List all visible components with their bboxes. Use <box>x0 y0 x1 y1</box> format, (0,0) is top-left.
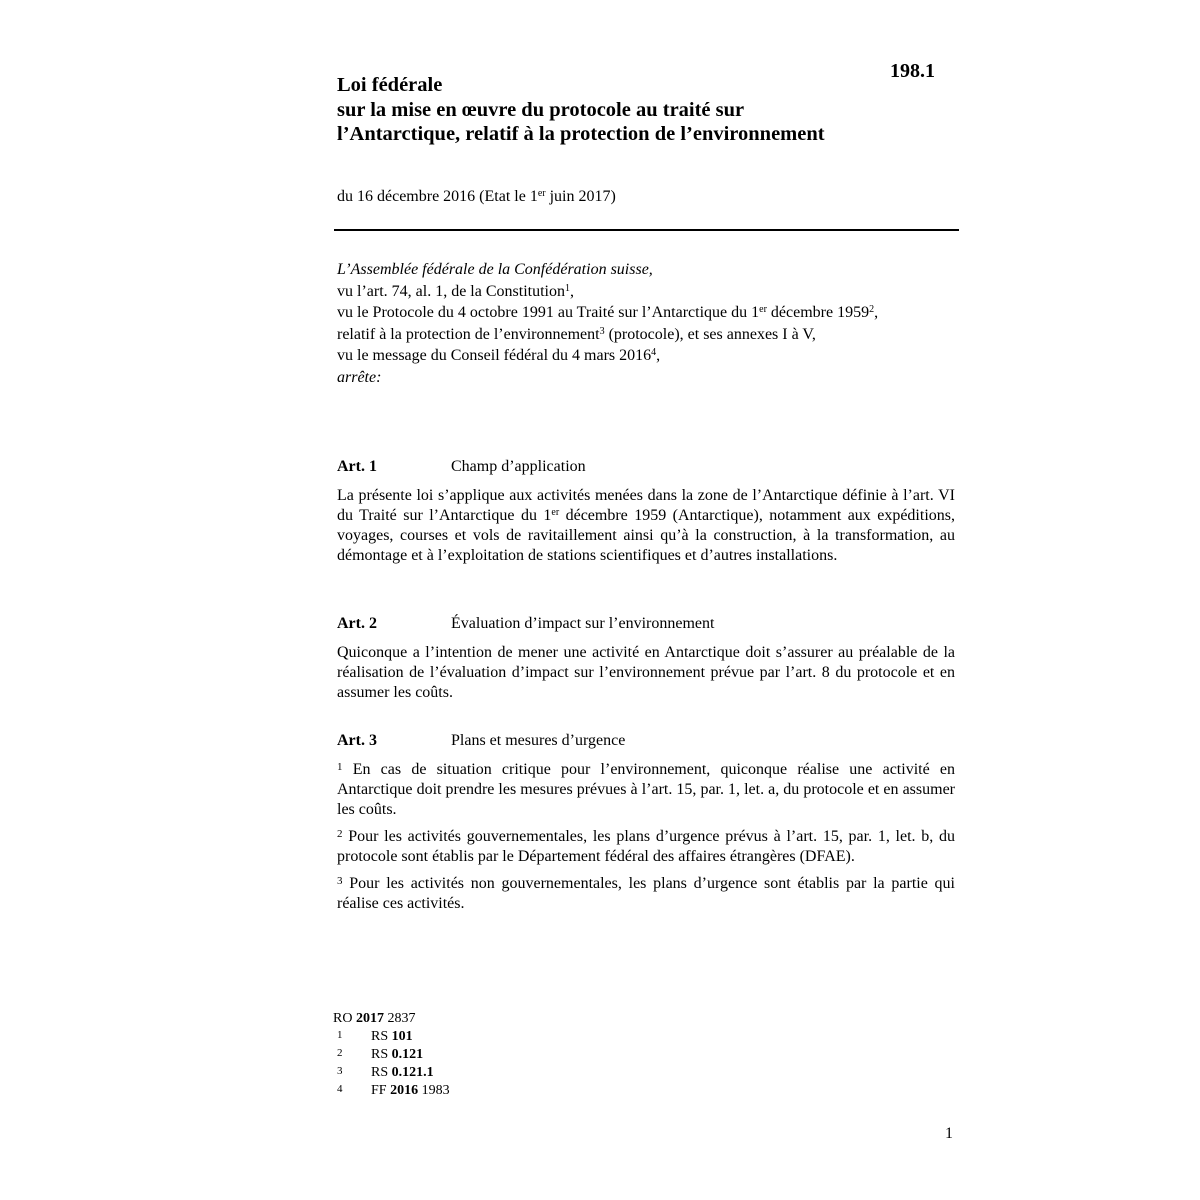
footnote-number: 2 <box>337 1047 343 1059</box>
footnote-prefix: RS <box>371 1029 392 1044</box>
title-line: sur la mise en œuvre du protocole au traité sur <box>337 98 745 121</box>
preamble-text: vu le message du Conseil fédéral du 4 mars 2016 <box>337 347 652 364</box>
article-title: Champ d’application <box>451 458 586 475</box>
ordinal-sup: er <box>551 507 560 518</box>
preamble-text: , <box>874 304 879 321</box>
preamble-text: , <box>656 347 661 364</box>
footnote-item <box>333 1027 450 1045</box>
footnote-prefix: FF <box>371 1083 391 1098</box>
paragraph-text: En cas de situation critique pour l’environnement, quiconque réalise une activité en Antarctique doit prendre les mesures prévues à l’art. 15, par. 1, let. a, du protocole et en assumer les coûts. <box>337 761 955 818</box>
article-title: Évaluation d’impact sur l’environnement <box>451 615 715 632</box>
article-text: La présente loi s’applique aux activités menées dans la zone de l’Antarctique définie à l’art. VI du Traité sur l’Antarctique du 1 <box>337 487 955 524</box>
footnote-ref-number: 0.121 <box>391 1047 424 1062</box>
article-3-text <box>337 760 955 921</box>
article-2-text: Quiconque a l’intention de mener une activité en Antarctique doit s’assurer au préalable de la réalisation de l’évaluation d’impact sur l’environnement prévue par l’art. 8 du protocole et en assumer les coûts. <box>337 644 955 701</box>
date-sup: er <box>537 188 546 199</box>
header-divider <box>334 229 959 231</box>
footnote-item <box>333 1063 450 1081</box>
preamble-text: décembre 1959 <box>766 304 870 321</box>
paragraph-text: Pour les activités non gouvernementales, les plans d’urgence sont établis par la partie qui réalise ces activités. <box>337 875 955 912</box>
footnote-ref[interactable]: 1 <box>564 282 570 294</box>
article-paragraph <box>337 827 955 867</box>
ro-page: 2837 <box>383 1011 416 1026</box>
preamble <box>337 259 957 388</box>
date-suffix: juin 2017) <box>545 188 616 205</box>
preamble-decree: arrête: <box>337 368 382 386</box>
footnote-ref-number: 0.121.1 <box>391 1065 434 1080</box>
ordinal-sup: er <box>759 304 767 315</box>
footnote-ref[interactable]: 2 <box>869 304 875 315</box>
preamble-text: (protocole), et ses annexes I à V, <box>604 325 816 343</box>
preamble-line <box>337 302 957 324</box>
article-title: Plans et mesures d’urgence <box>451 732 626 749</box>
footnote-ref-number: 101 <box>391 1029 413 1044</box>
article-1-text <box>337 486 955 566</box>
preamble-text: , <box>569 282 574 300</box>
footnotes <box>333 1011 450 1099</box>
article-3-heading <box>337 732 625 750</box>
date-prefix: du 16 décembre 2016 (Etat le 1 <box>337 188 538 205</box>
article-number: Art. 2 <box>337 615 377 632</box>
preamble-text: relatif à la protection de l’environnement <box>337 325 600 343</box>
preamble-line <box>337 324 957 346</box>
ro-year: 2017 <box>355 1011 384 1026</box>
footnote-prefix: RS <box>371 1047 392 1062</box>
article-number: Art. 1 <box>337 458 377 475</box>
title-line: l’Antarctique, relatif à la protection de l’environnement <box>337 123 825 145</box>
footnote-number: 3 <box>337 1065 343 1077</box>
preamble-line <box>337 345 957 367</box>
footnote-ref[interactable]: 4 <box>651 347 657 358</box>
article-paragraph <box>337 760 955 820</box>
preamble-assembly: L’Assemblée fédérale de la Confédération suisse, <box>337 261 653 278</box>
preamble-line <box>337 281 957 303</box>
article-2-heading <box>337 615 714 633</box>
footnote-prefix: RS <box>371 1065 392 1080</box>
footnote-ref-number: 2016 <box>390 1083 419 1098</box>
article-number: Art. 3 <box>337 732 377 749</box>
title-line: Loi fédérale <box>337 74 443 96</box>
law-title <box>337 73 957 147</box>
article-1-heading <box>337 458 586 476</box>
article-paragraph <box>337 874 955 914</box>
page-number: 1 <box>945 1125 953 1142</box>
preamble-text: vu l’art. 74, al. 1, de la Constitution <box>337 282 565 300</box>
footnote-number: 1 <box>337 1029 343 1041</box>
preamble-text: vu le Protocole du 4 octobre 1991 au Traité sur l’Antarctique du 1 <box>337 304 760 321</box>
footnote-ref[interactable]: 3 <box>599 325 605 337</box>
paragraph-number: 2 <box>337 828 343 840</box>
footnote-suffix: 1983 <box>418 1083 450 1098</box>
footnote-item <box>333 1081 450 1099</box>
footnote-item <box>333 1045 450 1063</box>
footnote-number: 4 <box>337 1083 343 1095</box>
article-text: décembre 1959 (Antarctique), notamment aux expéditions, voyages, courses et vols de ravitaillement ainsi qu’à la construction, à la transformation, au démontage et à l’exploitation de stations scientifiques et d’autres installations. <box>337 507 955 564</box>
ro-prefix: RO <box>333 1011 356 1026</box>
sr-number: 198.1 <box>890 60 935 82</box>
law-date <box>337 188 616 206</box>
paragraph-text: Pour les activités gouvernementales, les plans d’urgence prévus à l’art. 15, par. 1, let. b, du protocole sont établis par le Département fédéral des affaires étrangères (DFAE). <box>337 828 955 865</box>
ro-reference <box>333 1011 450 1027</box>
paragraph-number: 1 <box>337 761 343 773</box>
paragraph-number: 3 <box>337 875 343 887</box>
